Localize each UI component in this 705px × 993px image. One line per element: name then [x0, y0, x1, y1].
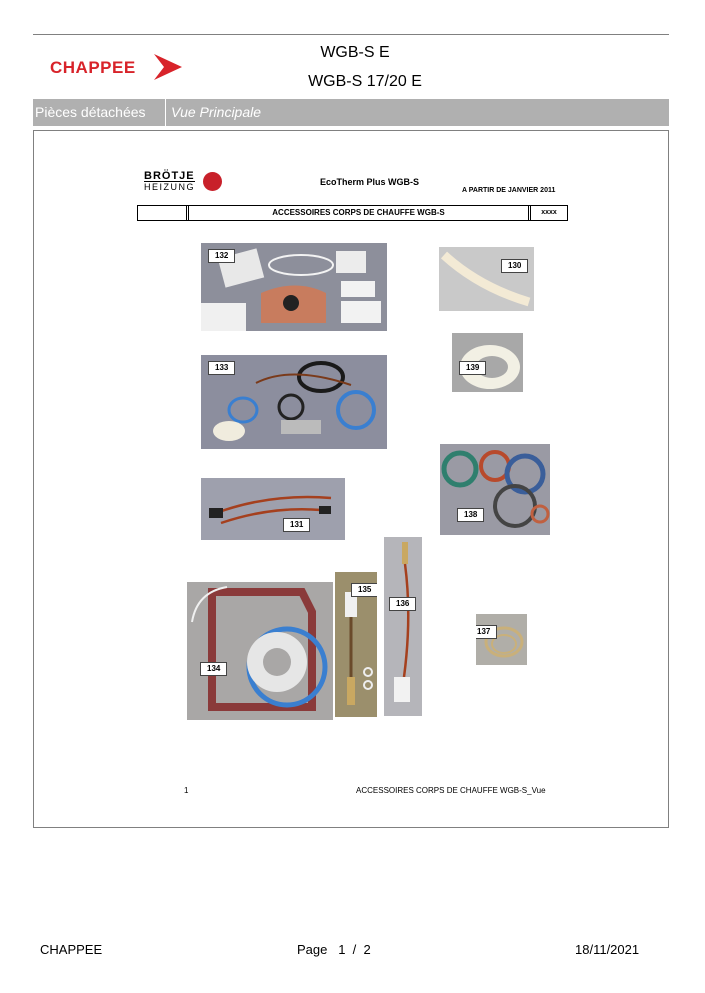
date-note: A PARTIR DE JANVIER 2011	[462, 187, 556, 194]
header-rule	[33, 34, 669, 35]
view-label[interactable]: Vue Principale	[171, 104, 262, 120]
section-title-table	[137, 205, 568, 221]
chevron-logo-icon	[152, 52, 184, 82]
part-ref-138: 138	[457, 508, 484, 522]
brotje-emblem-icon	[203, 172, 222, 191]
part-ref-137: 137	[476, 625, 497, 639]
brotje-brand-line2: HEIZUNG	[144, 182, 195, 192]
model-title-line2: WGB-S 17/20 E	[308, 73, 422, 90]
hose-icon	[439, 247, 534, 311]
section-bar	[33, 99, 669, 126]
document-frame	[33, 130, 669, 828]
part-photo-132[interactable]	[201, 243, 387, 331]
part-photo-139[interactable]	[452, 333, 523, 392]
part-ref-139: 139	[459, 361, 486, 375]
model-title-line1: WGB-S E	[320, 44, 390, 61]
section-title: ACCESSOIRES CORPS DE CHAUFFE WGB-S	[272, 208, 445, 217]
part-ref-130: 130	[501, 259, 528, 273]
brand-wordmark: CHAPPEE	[50, 58, 136, 77]
part-photo-137[interactable]	[476, 614, 527, 665]
footer-page-indicator: Page 1 / 2	[297, 942, 371, 957]
footer-brand: CHAPPEE	[40, 942, 103, 957]
part-ref-133: 133	[208, 361, 235, 375]
chappee-logo	[50, 52, 185, 82]
part-photo-135[interactable]	[335, 572, 377, 717]
cable-sensor-icon	[384, 537, 422, 716]
part-ref-135: 135	[351, 583, 377, 597]
document-file-name: ACCESSOIRES CORPS DE CHAUFFE WGB-S_Vue	[356, 786, 546, 795]
footer-date: 18/11/2021	[575, 942, 640, 957]
part-ref-134: 134	[200, 662, 227, 676]
section-label[interactable]: Pièces détachées	[33, 99, 166, 126]
door-gasket-icon	[187, 582, 333, 720]
product-name: EcoTherm Plus WGB-S	[320, 177, 420, 187]
cord-icon	[476, 614, 527, 665]
part-photo-133[interactable]	[201, 355, 387, 449]
document-page-number: 1	[184, 786, 189, 795]
brotje-logo	[144, 170, 224, 194]
part-photo-130[interactable]	[439, 247, 534, 311]
brotje-brand-line1: BRÖTJE	[144, 170, 195, 182]
ignition-cable-icon	[201, 478, 345, 540]
part-photo-131[interactable]	[201, 478, 345, 540]
section-code: xxxx	[541, 209, 557, 216]
part-photo-134[interactable]	[187, 582, 333, 720]
part-photo-138[interactable]	[440, 444, 550, 535]
part-ref-136: 136	[389, 597, 416, 611]
part-ref-131: 131	[283, 518, 310, 532]
part-ref-132: 132	[208, 249, 235, 263]
part-photo-136[interactable]	[384, 537, 422, 716]
